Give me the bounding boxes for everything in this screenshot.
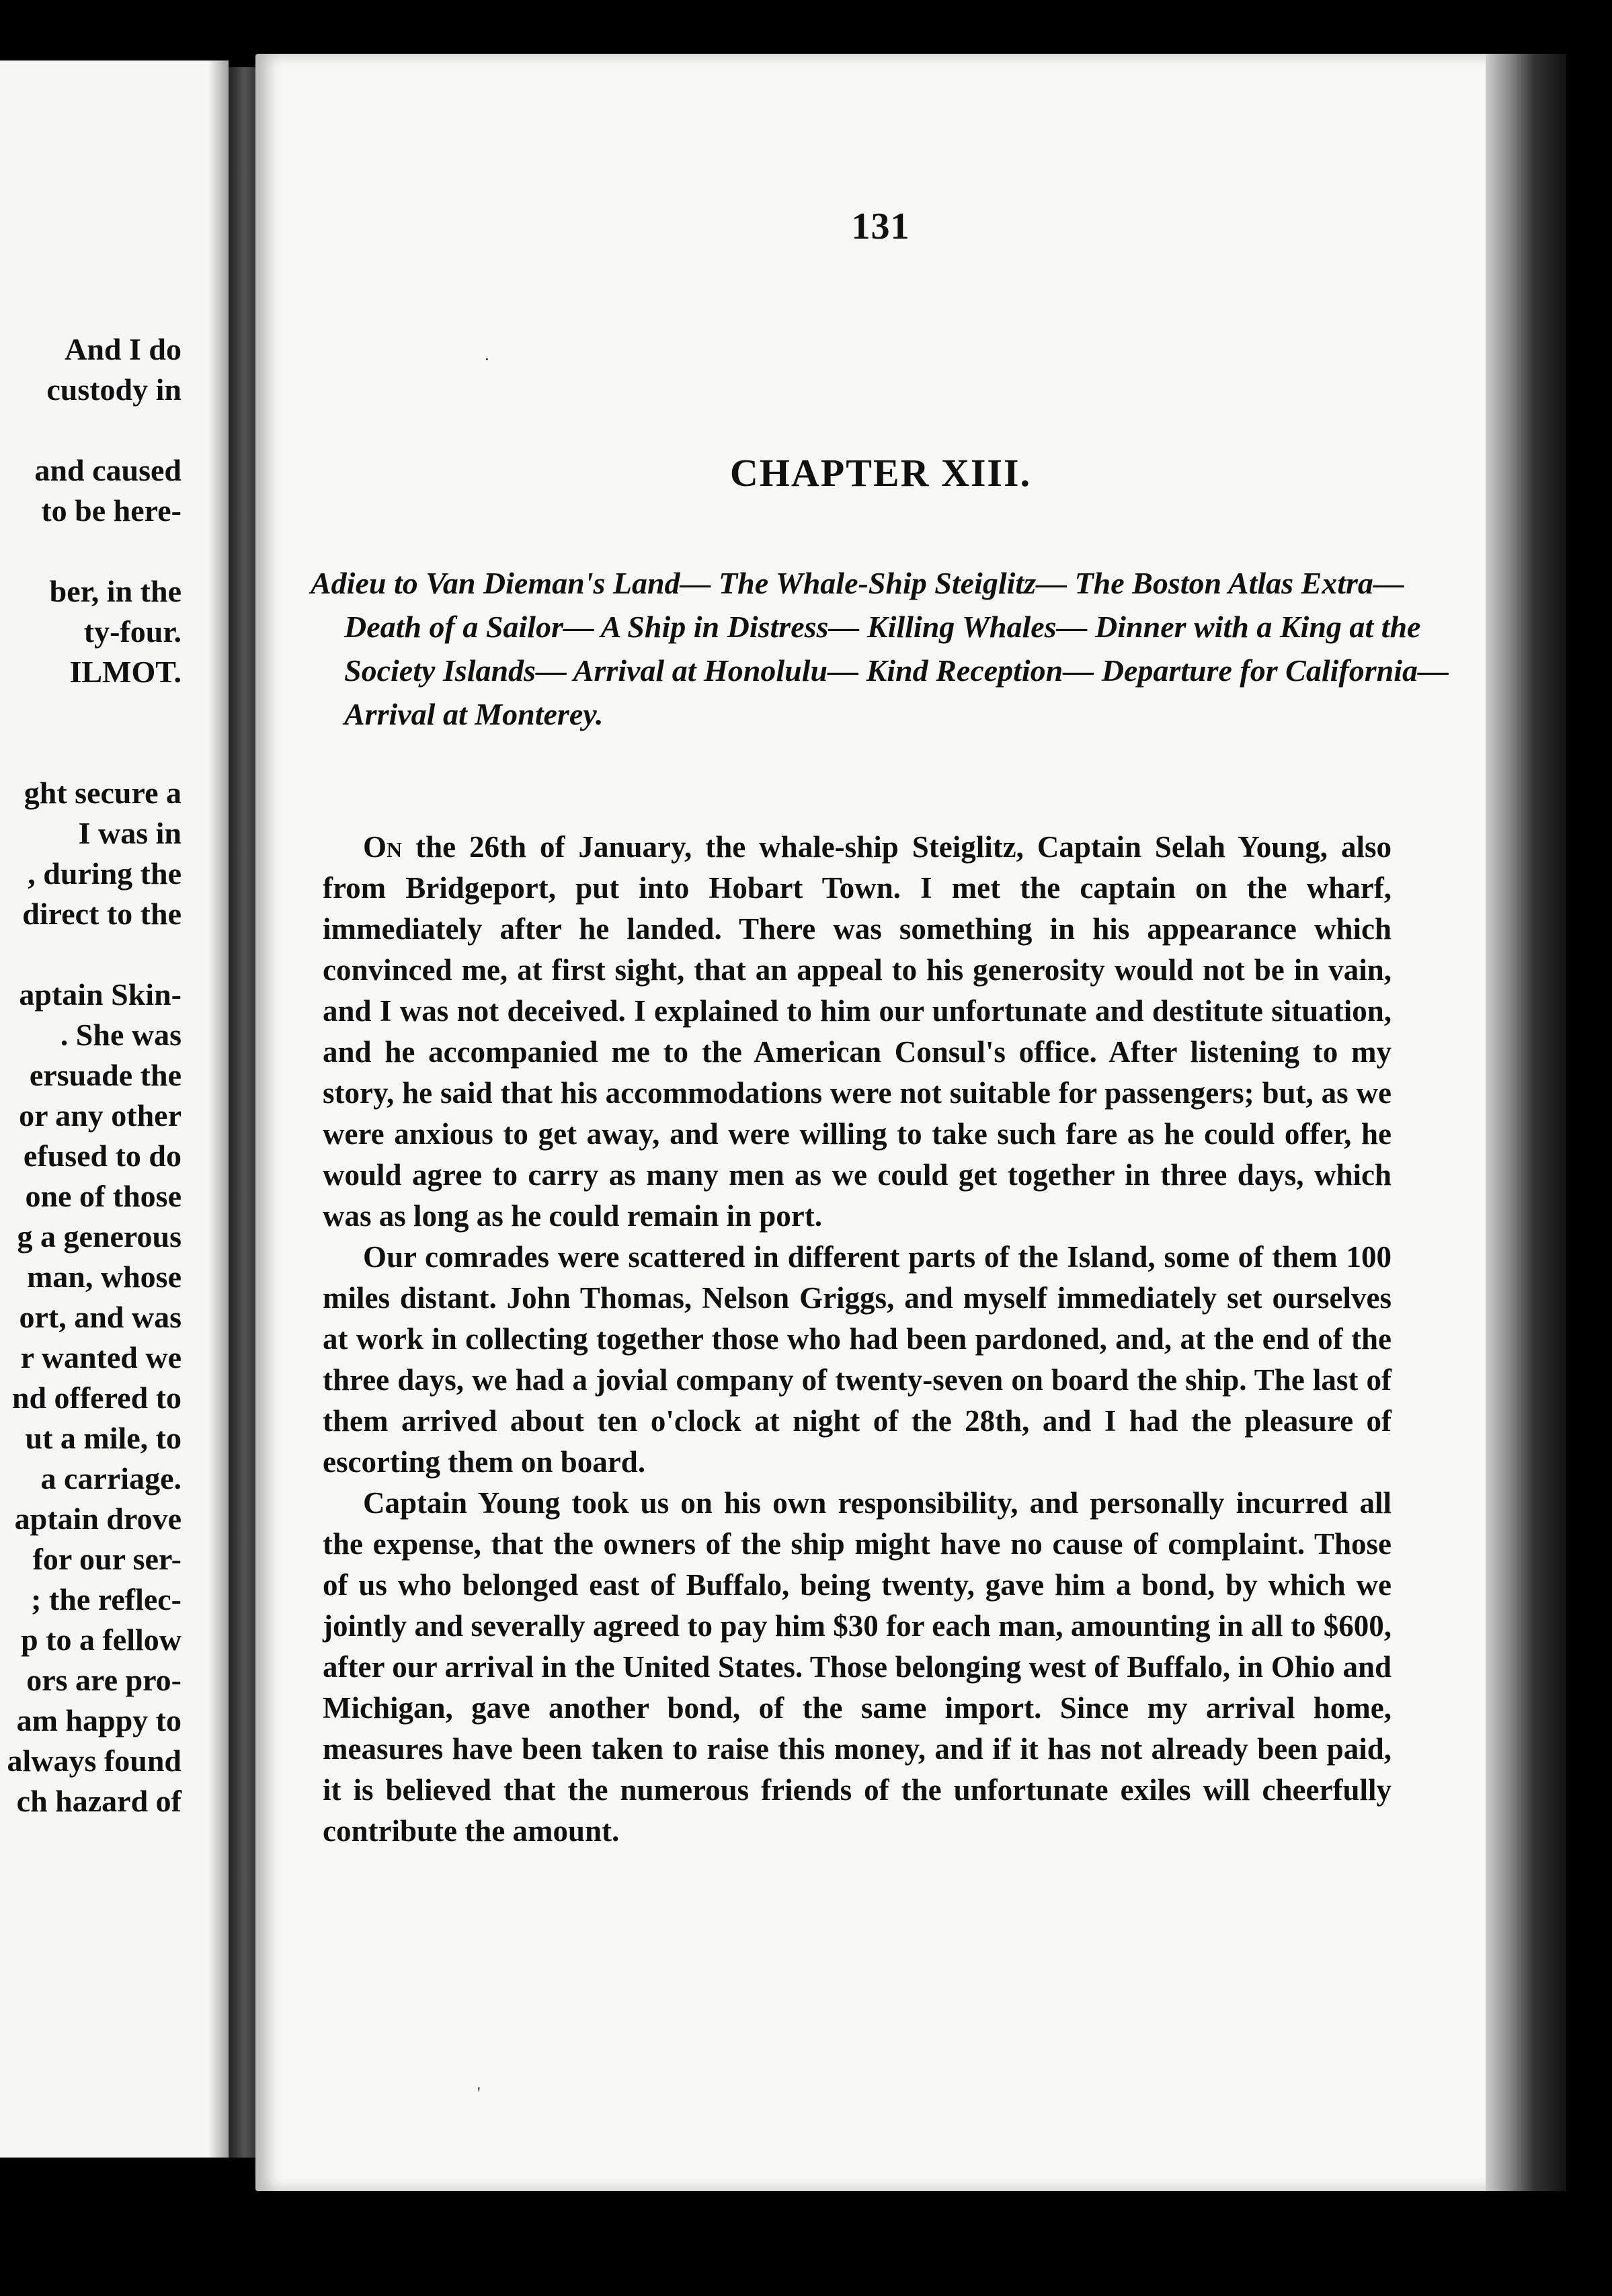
left-line bbox=[7, 934, 182, 975]
left-line: custody in bbox=[46, 372, 182, 407]
left-line: and caused bbox=[34, 453, 182, 487]
page-number: 131 bbox=[851, 206, 910, 247]
left-line: or any other bbox=[19, 1098, 182, 1133]
left-line: man, whose bbox=[26, 1260, 182, 1294]
left-line: direct to the bbox=[22, 897, 182, 931]
left-line: am happy to bbox=[16, 1703, 182, 1737]
left-line: ors are pro- bbox=[26, 1663, 182, 1697]
left-line: ; the reflec- bbox=[31, 1582, 182, 1616]
left-line: ght secure a bbox=[24, 776, 182, 810]
paragraph bbox=[323, 1483, 1392, 1852]
left-page-text bbox=[7, 329, 182, 1821]
left-line: . She was bbox=[60, 1018, 182, 1052]
paragraph-text: the 26th of January, the whale-ship Steiglitz, Captain Selah Young, also from Bridgeport, put into Hobart Town. I met the captain on the wharf, immediately after he landed. There was something in his appearance which convinced me, at first sight, that an appeal to his generosity would not be in vain, and I was not deceived. I explained to him our unfortunate and destitute situation, and he accompanied me to the American Consul's office. After listening to my story, he said that his accommodations were not suitable for passengers; but, as we were anxious to get away, and were willing to take such fare as he could offer, he would agree to carry as many men as we could get together in three days, which was as long as he could remain in port. bbox=[323, 830, 1392, 1233]
page-edge-shadow bbox=[1486, 54, 1566, 2191]
left-line: I was in bbox=[78, 816, 182, 850]
paragraph bbox=[323, 827, 1392, 1237]
left-line: ILMOT. bbox=[69, 655, 182, 689]
book-page bbox=[255, 54, 1506, 2191]
left-line: to be here- bbox=[41, 493, 182, 528]
left-line: p to a fellow bbox=[21, 1623, 182, 1657]
left-line: efused to do bbox=[23, 1139, 182, 1173]
left-line: ber, in the bbox=[49, 574, 182, 608]
left-line bbox=[7, 692, 182, 733]
chapter-title: CHAPTER XIII. bbox=[729, 451, 1032, 495]
left-line: ersuade the bbox=[29, 1058, 182, 1092]
paragraph bbox=[323, 1237, 1392, 1483]
left-line: aptain Skin- bbox=[19, 977, 182, 1012]
left-line: a carriage. bbox=[40, 1461, 182, 1495]
left-line: And I do bbox=[65, 332, 182, 366]
left-line bbox=[7, 410, 182, 450]
paragraph-text: Captain Young took us on his own responsibility, and personally incurred all the expense, that the owners of the ship might have no cause of complaint. Those of us who belonged east of Buffalo, being twenty, gave him a bond, by which we jointly and severally agreed to pay him $30 for each man, amounting in all to $600, after our arrival in the United States. Those belonging west of Buffalo, in Ohio and Michigan, gave another bond, of the same import. Since my arrival home, measures have been taken to raise this money, and if it has not already been paid, it is believed that the numerous friends of the unfortunate exiles will cheerfully contribute the amount. bbox=[323, 1486, 1392, 1848]
left-line bbox=[7, 531, 182, 571]
ink-speck: ' bbox=[477, 2084, 481, 2103]
gutter-shadow bbox=[208, 60, 229, 2158]
chapter-body bbox=[323, 827, 1392, 1852]
left-line: always found bbox=[7, 1744, 182, 1778]
left-line: ut a mile, to bbox=[25, 1421, 182, 1455]
left-line: one of those bbox=[25, 1179, 182, 1213]
left-line: aptain drove bbox=[14, 1502, 182, 1536]
paragraph-lead: On bbox=[363, 830, 403, 864]
left-line: ort, and was bbox=[19, 1300, 182, 1334]
paragraph-text: Our comrades were scattered in different parts of the Island, some of them 100 miles distant. John Thomas, Nelson Griggs, and myself immediately set ourselves at work in collecting together those who had been pardoned, and, at the end of the three days, we had a jovial company of twenty-seven on board the ship. The last of them arrived about ten o'clock at night of the 28th, and I had the pleasure of escorting them on board. bbox=[323, 1240, 1392, 1479]
left-line: for our ser- bbox=[32, 1542, 182, 1576]
left-line: ty-four. bbox=[83, 614, 182, 649]
left-line: ch hazard of bbox=[16, 1784, 182, 1818]
left-line: , during the bbox=[28, 856, 182, 891]
left-line: nd offered to bbox=[11, 1381, 182, 1415]
left-line bbox=[7, 733, 182, 773]
chapter-summary: Adieu to Van Dieman's Land— The Whale-Ship Steiglitz— The Boston Atlas Extra— Death of a Sailor— A Ship in Distress— Killing Whales— Dinner with a King at the Society Islands— Arrival at Honolulu— Kind Reception— Departure for California— Arrival at Monterey. bbox=[311, 566, 1449, 731]
left-facing-page bbox=[0, 60, 229, 2158]
ink-speck: · bbox=[484, 350, 490, 369]
left-line: g a generous bbox=[17, 1219, 182, 1254]
left-line: r wanted we bbox=[20, 1340, 182, 1375]
